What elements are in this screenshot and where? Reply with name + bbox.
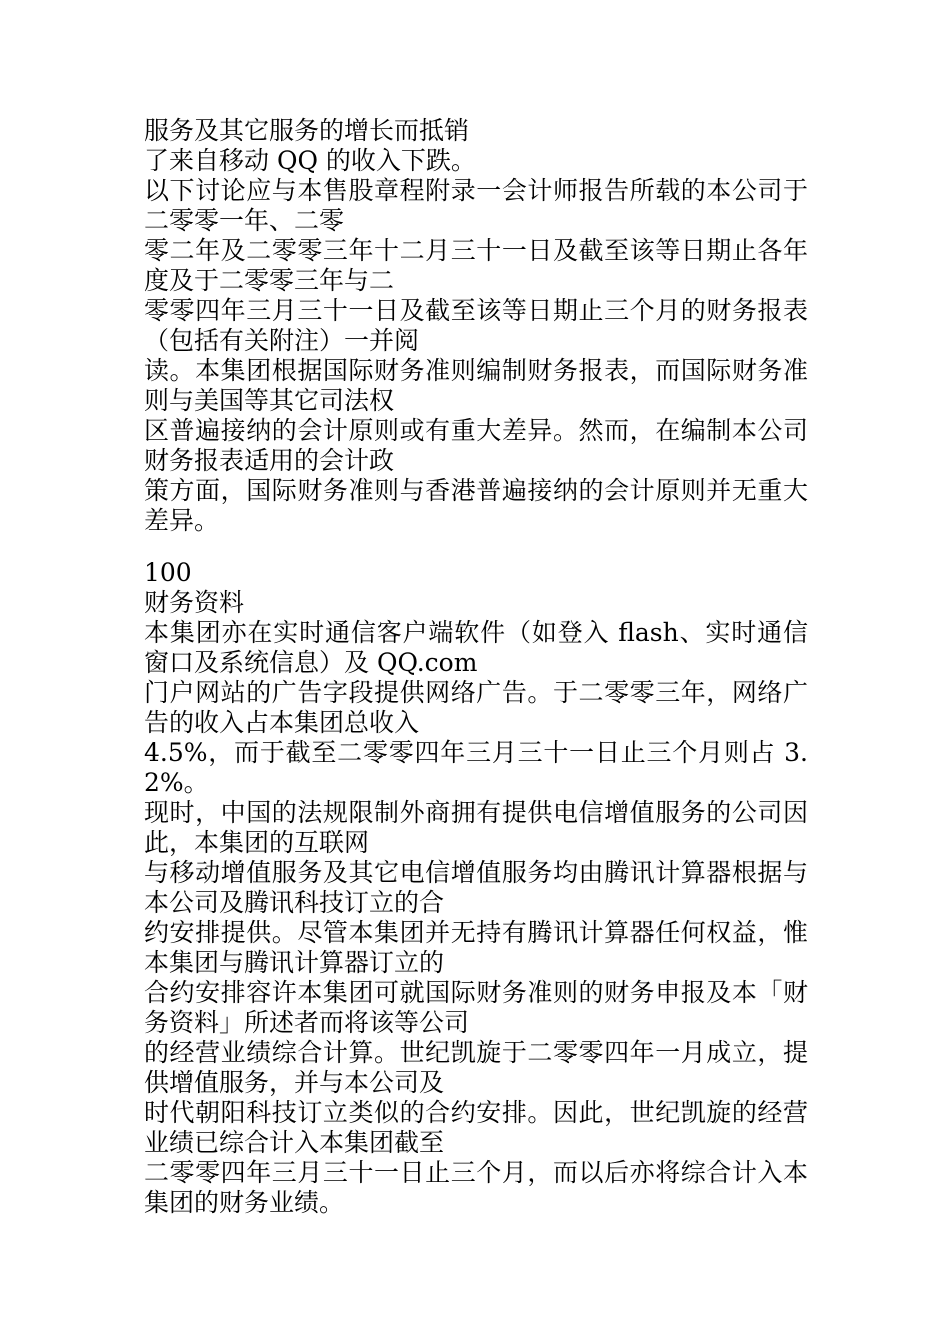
text-line: 以下讨论应与本售股章程附录一会计师报告所载的本公司于二零零一年、二零 xyxy=(144,176,808,235)
text-line: 合约安排容许本集团可就国际财务准则的财务申报及本「财务资料」所述者而将该等公司 xyxy=(144,978,808,1037)
text-line: 策方面，国际财务准则与香港普遍接纳的会计原则并无重大差异。 xyxy=(144,476,808,535)
blank-line xyxy=(144,536,808,558)
text-line: 与移动增值服务及其它电信增值服务均由腾讯计算器根据与本公司及腾讯科技订立的合 xyxy=(144,858,808,917)
text-line: 二零零四年三月三十一日止三个月，而以后亦将综合计入本集团的财务业绩。 xyxy=(144,1158,808,1217)
text-line: 零二年及二零零三年十二月三十一日及截至该等日期止各年度及于二零零三年与二 xyxy=(144,236,808,295)
text-line: 4.5%，而于截至二零零四年三月三十一日止三个月则占 3.2%。 xyxy=(144,738,808,797)
text-line: 了来自移动 QQ 的收入下跌。 xyxy=(144,146,476,175)
page-number: 100 xyxy=(144,558,192,587)
text-line: 现时，中国的法规限制外商拥有提供电信增值服务的公司因此，本集团的互联网 xyxy=(144,798,808,857)
text-line: 门户网站的广告字段提供网络广告。于二零零三年，网络广告的收入占本集团总收入 xyxy=(144,678,808,737)
text-line: 零零四年三月三十一日及截至该等日期止三个月的财务报表（包括有关附注）一并阅 xyxy=(144,296,808,355)
section-title: 财务资料 xyxy=(144,588,245,617)
document-page xyxy=(144,116,808,1218)
bottom-paragraphs xyxy=(144,618,808,1218)
text-line: 的经营业绩综合计算。世纪凯旋于二零零四年一月成立，提供增值服务，并与本公司及 xyxy=(144,1038,808,1097)
top-paragraphs xyxy=(144,116,808,536)
text-line: 服务及其它服务的增长而抵销 xyxy=(144,116,470,145)
text-line: 时代朝阳科技订立类似的合约安排。因此，世纪凯旋的经营业绩已综合计入本集团截至 xyxy=(144,1098,808,1157)
text-line: 读。本集团根据国际财务准则编制财务报表，而国际财务准则与美国等其它司法权 xyxy=(144,356,808,415)
text-line: 约安排提供。尽管本集团并无持有腾讯计算器任何权益，惟本集团与腾讯计算器订立的 xyxy=(144,918,808,977)
text-line: 区普遍接纳的会计原则或有重大差异。然而，在编制本公司财务报表适用的会计政 xyxy=(144,416,808,475)
text-line: 本集团亦在实时通信客户端软件（如登入 flash、实时通信窗口及系统信息）及 QQ.com xyxy=(144,618,808,677)
